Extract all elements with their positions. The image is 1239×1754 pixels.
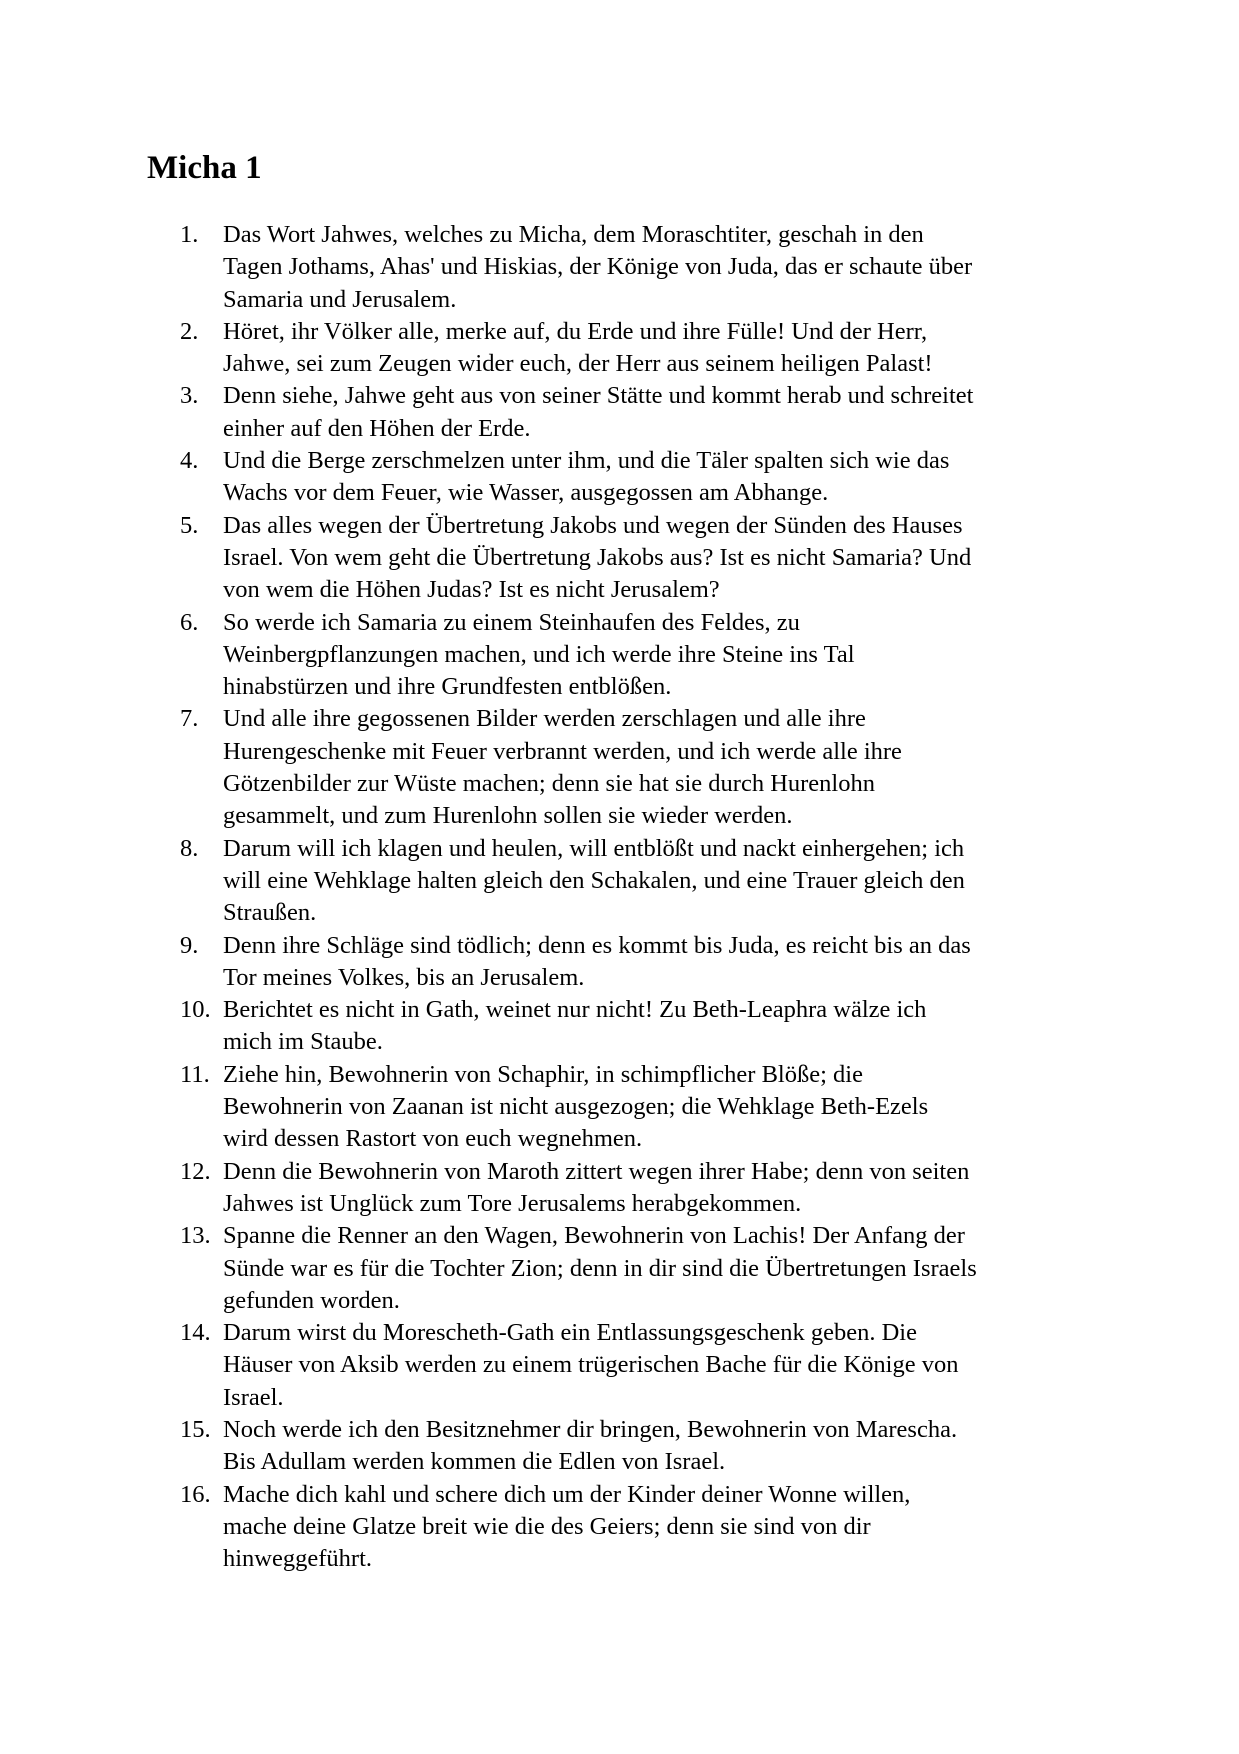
verse-list — [180, 219, 1120, 1575]
verse-text-line: Wachs vor dem Feuer, wie Wasser, ausgegossen am Abhange. — [223, 479, 829, 507]
verse-number: 15. — [180, 1415, 211, 1443]
verse-text-line: gesammelt, und zum Hurenlohn sollen sie wieder werden. — [223, 802, 793, 830]
verse-number: 11. — [180, 1060, 210, 1088]
verse-text-line: Israel. Von wem geht die Übertretung Jakobs aus? Ist es nicht Samaria? Und — [223, 543, 972, 571]
verse-text-line: Ziehe hin, Bewohnerin von Schaphir, in schimpflicher Blöße; die — [223, 1060, 863, 1088]
verse-number: 13. — [180, 1222, 211, 1250]
verse-item — [180, 1414, 1120, 1479]
verse-text-line: einher auf den Höhen der Erde. — [223, 414, 531, 442]
verse-item — [180, 607, 1120, 704]
verse-text-line: Tor meines Volkes, bis an Jerusalem. — [223, 963, 585, 991]
verse-number: 14. — [180, 1319, 211, 1347]
verse-text-line: Hurengeschenke mit Feuer verbrannt werden, und ich werde alle ihre — [223, 737, 902, 765]
verse-text-line: Denn ihre Schläge sind tödlich; denn es kommt bis Juda, es reicht bis an das — [223, 931, 971, 959]
verse-text-line: Sünde war es für die Tochter Zion; denn in dir sind die Übertretungen Israels — [223, 1254, 977, 1282]
verse-text-line: Höret, ihr Völker alle, merke auf, du Erde und ihre Fülle! Und der Herr, — [223, 317, 928, 345]
verse-text-line: von wem die Höhen Judas? Ist es nicht Jerusalem? — [223, 576, 720, 604]
verse-number: 5. — [180, 511, 199, 539]
verse-number: 12. — [180, 1157, 211, 1185]
verse-text-line: Mache dich kahl und schere dich um der Kinder deiner Wonne willen, — [223, 1480, 911, 1508]
verse-text-line: Samaria und Jerusalem. — [223, 285, 457, 313]
verse-item — [180, 510, 1120, 607]
verse-text-line: Das alles wegen der Übertretung Jakobs und wegen der Sünden des Hauses — [223, 511, 963, 539]
verse-text-line: Jahwes ist Unglück zum Tore Jerusalems herabgekommen. — [223, 1189, 802, 1217]
verse-text-line: Bewohnerin von Zaanan ist nicht ausgezogen; die Wehklage Beth-Ezels — [223, 1093, 929, 1121]
verse-text-line: Straußen. — [223, 899, 317, 927]
verse-item — [180, 994, 1120, 1059]
verse-number: 9. — [180, 931, 199, 959]
verse-text-line: gefunden worden. — [223, 1286, 400, 1314]
verse-number: 1. — [180, 221, 199, 248]
verse-text-line: Und die Berge zerschmelzen unter ihm, und die Täler spalten sich wie das — [223, 447, 950, 475]
verse-item — [180, 703, 1120, 832]
verse-number: 3. — [180, 382, 199, 410]
verse-text-line: hinweggeführt. — [223, 1545, 372, 1573]
verse-item — [180, 445, 1120, 510]
verse-text-line: Darum will ich klagen und heulen, will entblößt und nackt einhergehen; ich — [223, 834, 965, 862]
verse-text-line: Götzenbilder zur Wüste machen; denn sie hat sie durch Hurenlohn — [223, 770, 875, 798]
verse-number: 8. — [180, 834, 199, 862]
verse-text-line: Tagen Jothams, Ahas' und Hiskias, der Könige von Juda, das er schaute über — [223, 253, 973, 281]
verse-text-line: will eine Wehklage halten gleich den Schakalen, und eine Trauer gleich den — [223, 866, 965, 894]
verse-text-line: Bis Adullam werden kommen die Edlen von Israel. — [223, 1448, 726, 1476]
verse-item — [180, 1059, 1120, 1156]
verse-text-line: Jahwe, sei zum Zeugen wider euch, der Herr aus seinem heiligen Palast! — [223, 350, 933, 378]
page-title: Micha 1 — [147, 150, 262, 186]
verse-number: 7. — [180, 705, 199, 733]
verse-item — [180, 1220, 1120, 1317]
verse-text-line: Häuser von Aksib werden zu einem trügerischen Bache für die Könige von — [223, 1351, 959, 1379]
verse-number: 2. — [180, 317, 199, 345]
verse-text-line: mich im Staube. — [223, 1028, 383, 1056]
verse-item — [180, 380, 1120, 445]
verse-item — [180, 1156, 1120, 1221]
verse-number: 4. — [180, 447, 199, 475]
verse-text-line: Berichtet es nicht in Gath, weinet nur nicht! Zu Beth-Leaphra wälze ich — [223, 996, 927, 1024]
verse-text-line: hinabstürzen und ihre Grundfesten entblößen. — [223, 673, 672, 701]
verse-text-line: So werde ich Samaria zu einem Steinhaufen des Feldes, zu — [223, 608, 800, 636]
verse-item — [180, 1479, 1120, 1576]
verse-text-line: Denn die Bewohnerin von Maroth zittert wegen ihrer Habe; denn von seiten — [223, 1157, 970, 1185]
verse-text-line: Darum wirst du Morescheth-Gath ein Entlassungsgeschenk geben. Die — [223, 1319, 917, 1347]
verse-text-line: Weinbergpflanzungen machen, und ich werde ihre Steine ins Tal — [223, 640, 855, 668]
verse-text-line: Noch werde ich den Besitznehmer dir bringen, Bewohnerin von Marescha. — [223, 1415, 958, 1443]
verse-number: 16. — [180, 1480, 211, 1508]
verse-text-line: Spanne die Renner an den Wagen, Bewohnerin von Lachis! Der Anfang der — [223, 1222, 965, 1250]
verse-text-line: Und alle ihre gegossenen Bilder werden zerschlagen und alle ihre — [223, 705, 866, 733]
verse-item — [180, 833, 1120, 930]
verse-number: 6. — [180, 608, 199, 636]
verse-item — [180, 316, 1120, 381]
verse-text-line: Israel. — [223, 1383, 284, 1411]
verse-text-line: mache deine Glatze breit wie die des Geiers; denn sie sind von dir — [223, 1512, 871, 1540]
verse-item — [180, 1317, 1120, 1414]
verse-number: 10. — [180, 996, 211, 1024]
verse-item — [180, 930, 1120, 995]
verse-text-line: Denn siehe, Jahwe geht aus von seiner Stätte und kommt herab und schreitet — [223, 382, 974, 410]
verse-item — [180, 219, 1120, 316]
verse-text-line: wird dessen Rastort von euch wegnehmen. — [223, 1125, 643, 1153]
verse-text-line: Das Wort Jahwes, welches zu Micha, dem Moraschtiter, geschah in den — [223, 221, 924, 248]
